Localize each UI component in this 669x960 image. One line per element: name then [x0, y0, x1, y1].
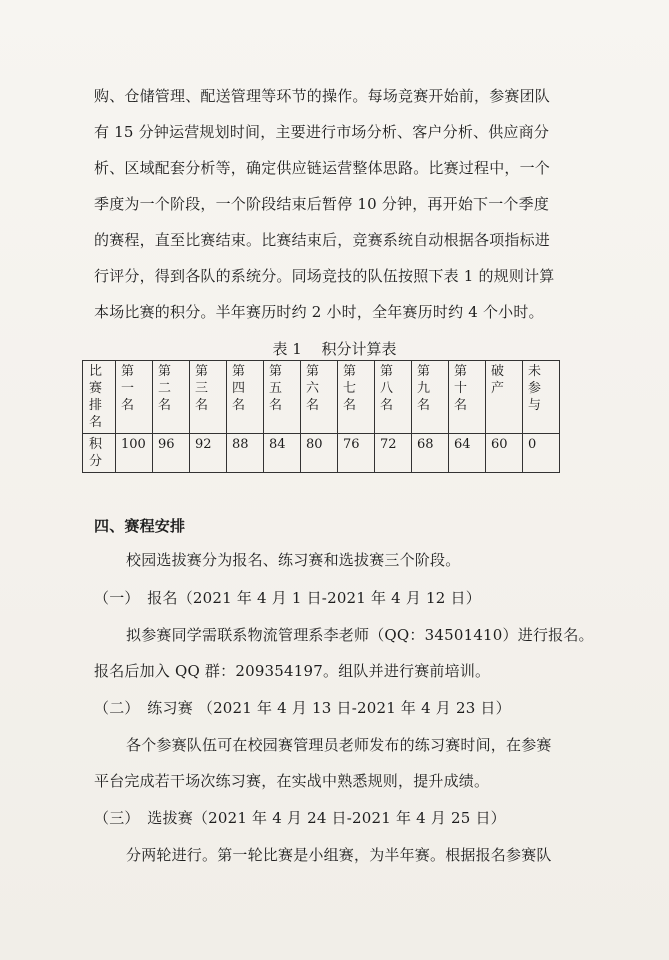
rank-header: 比赛排名: [89, 364, 103, 430]
para1-line7: 本场比赛的积分。半年赛历时约 2 小时，全年赛历时约 4 个小时。: [94, 303, 544, 321]
score-cell: 64: [449, 434, 486, 473]
score-cell: 68: [412, 434, 449, 473]
score-header: 积分: [89, 437, 103, 469]
rank-cell: [486, 361, 523, 434]
s2-title: （二） 练习赛 （2021 年 4 月 13 日-2021 年 4 月 23 日）: [94, 699, 511, 717]
rank-absent: 未参与: [528, 364, 542, 413]
rank-2: 第二名: [158, 364, 172, 413]
s1-line1: 拟参赛同学需联系物流管理系李老师（QQ：34501410）进行报名。: [126, 626, 594, 644]
score-cell: 60: [486, 434, 523, 473]
rank-bankrupt: 破产: [491, 364, 505, 396]
rank-7: 第七名: [343, 364, 357, 413]
score-cell: 96: [153, 434, 190, 473]
rank-6: 第六名: [306, 364, 320, 413]
rank-cell: [449, 361, 486, 434]
rank-cell: [523, 361, 560, 434]
s1-title: （一） 报名（2021 年 4 月 1 日-2021 年 4 月 12 日）: [94, 589, 481, 607]
score-cell: 92: [190, 434, 227, 473]
rank-cell: [190, 361, 227, 434]
score-cell: 80: [301, 434, 338, 473]
rank-cell: [264, 361, 301, 434]
s2-line1: 各个参赛队伍可在校园赛管理员老师发布的练习赛时间，在参赛: [126, 736, 552, 754]
para1-line5: 的赛程，直至比赛结束。比赛结束后，竞赛系统自动根据各项指标进: [94, 231, 551, 249]
score-header-cell: [83, 434, 116, 473]
table-row-score: [83, 434, 560, 473]
para1-line6: 行评分，得到各队的系统分。同场竞技的队伍按照下表 1 的规则计算: [94, 267, 555, 285]
score-cell: 100: [116, 434, 153, 473]
para1-line3: 析、区域配套分析等，确定供应链运营整体思路。比赛过程中，一个: [94, 159, 551, 177]
rank-cell: [301, 361, 338, 434]
score-table: [82, 360, 560, 473]
rank-4: 第四名: [232, 364, 246, 413]
rank-3: 第三名: [195, 364, 209, 413]
rank-5: 第五名: [269, 364, 283, 413]
rank-cell: [412, 361, 449, 434]
section4-intro: 校园选拔赛分为报名、练习赛和选拔赛三个阶段。: [126, 551, 461, 569]
s3-line1: 分两轮进行。第一轮比赛是小组赛，为半年赛。根据报名参赛队: [126, 846, 552, 864]
score-cell: 88: [227, 434, 264, 473]
para1-line2: 有 15 分钟运营规划时间，主要进行市场分析、客户分析、供应商分: [94, 123, 550, 141]
rank-header-cell: [83, 361, 116, 434]
rank-1: 第一名: [121, 364, 135, 413]
rank-cell: [153, 361, 190, 434]
table-caption: 表 1 积分计算表: [272, 340, 397, 358]
rank-9: 第九名: [417, 364, 431, 413]
score-cell: 84: [264, 434, 301, 473]
rank-cell: [375, 361, 412, 434]
score-cell: 0: [523, 434, 560, 473]
s2-line2: 平台完成若干场次练习赛，在实战中熟悉规则，提升成绩。: [94, 772, 490, 790]
score-cell: 72: [375, 434, 412, 473]
s3-title: （三） 选拔赛（2021 年 4 月 24 日-2021 年 4 月 25 日）: [94, 809, 506, 827]
para1-line1: 购、仓储管理、配送管理等环节的操作。每场竞赛开始前，参赛团队: [94, 87, 551, 105]
rank-cell: [338, 361, 375, 434]
rank-8: 第八名: [380, 364, 394, 413]
para1-line4: 季度为一个阶段，一个阶段结束后暂停 10 分钟，再开始下一个季度: [94, 195, 550, 213]
rank-cell: [227, 361, 264, 434]
score-cell: 76: [338, 434, 375, 473]
rank-cell: [116, 361, 153, 434]
s1-line2: 报名后加入 QQ 群：209354197。组队并进行赛前培训。: [94, 662, 491, 680]
rank-10: 第十名: [454, 364, 468, 413]
table-row-rank: [83, 361, 560, 434]
section4-heading: 四、赛程安排: [94, 517, 186, 535]
